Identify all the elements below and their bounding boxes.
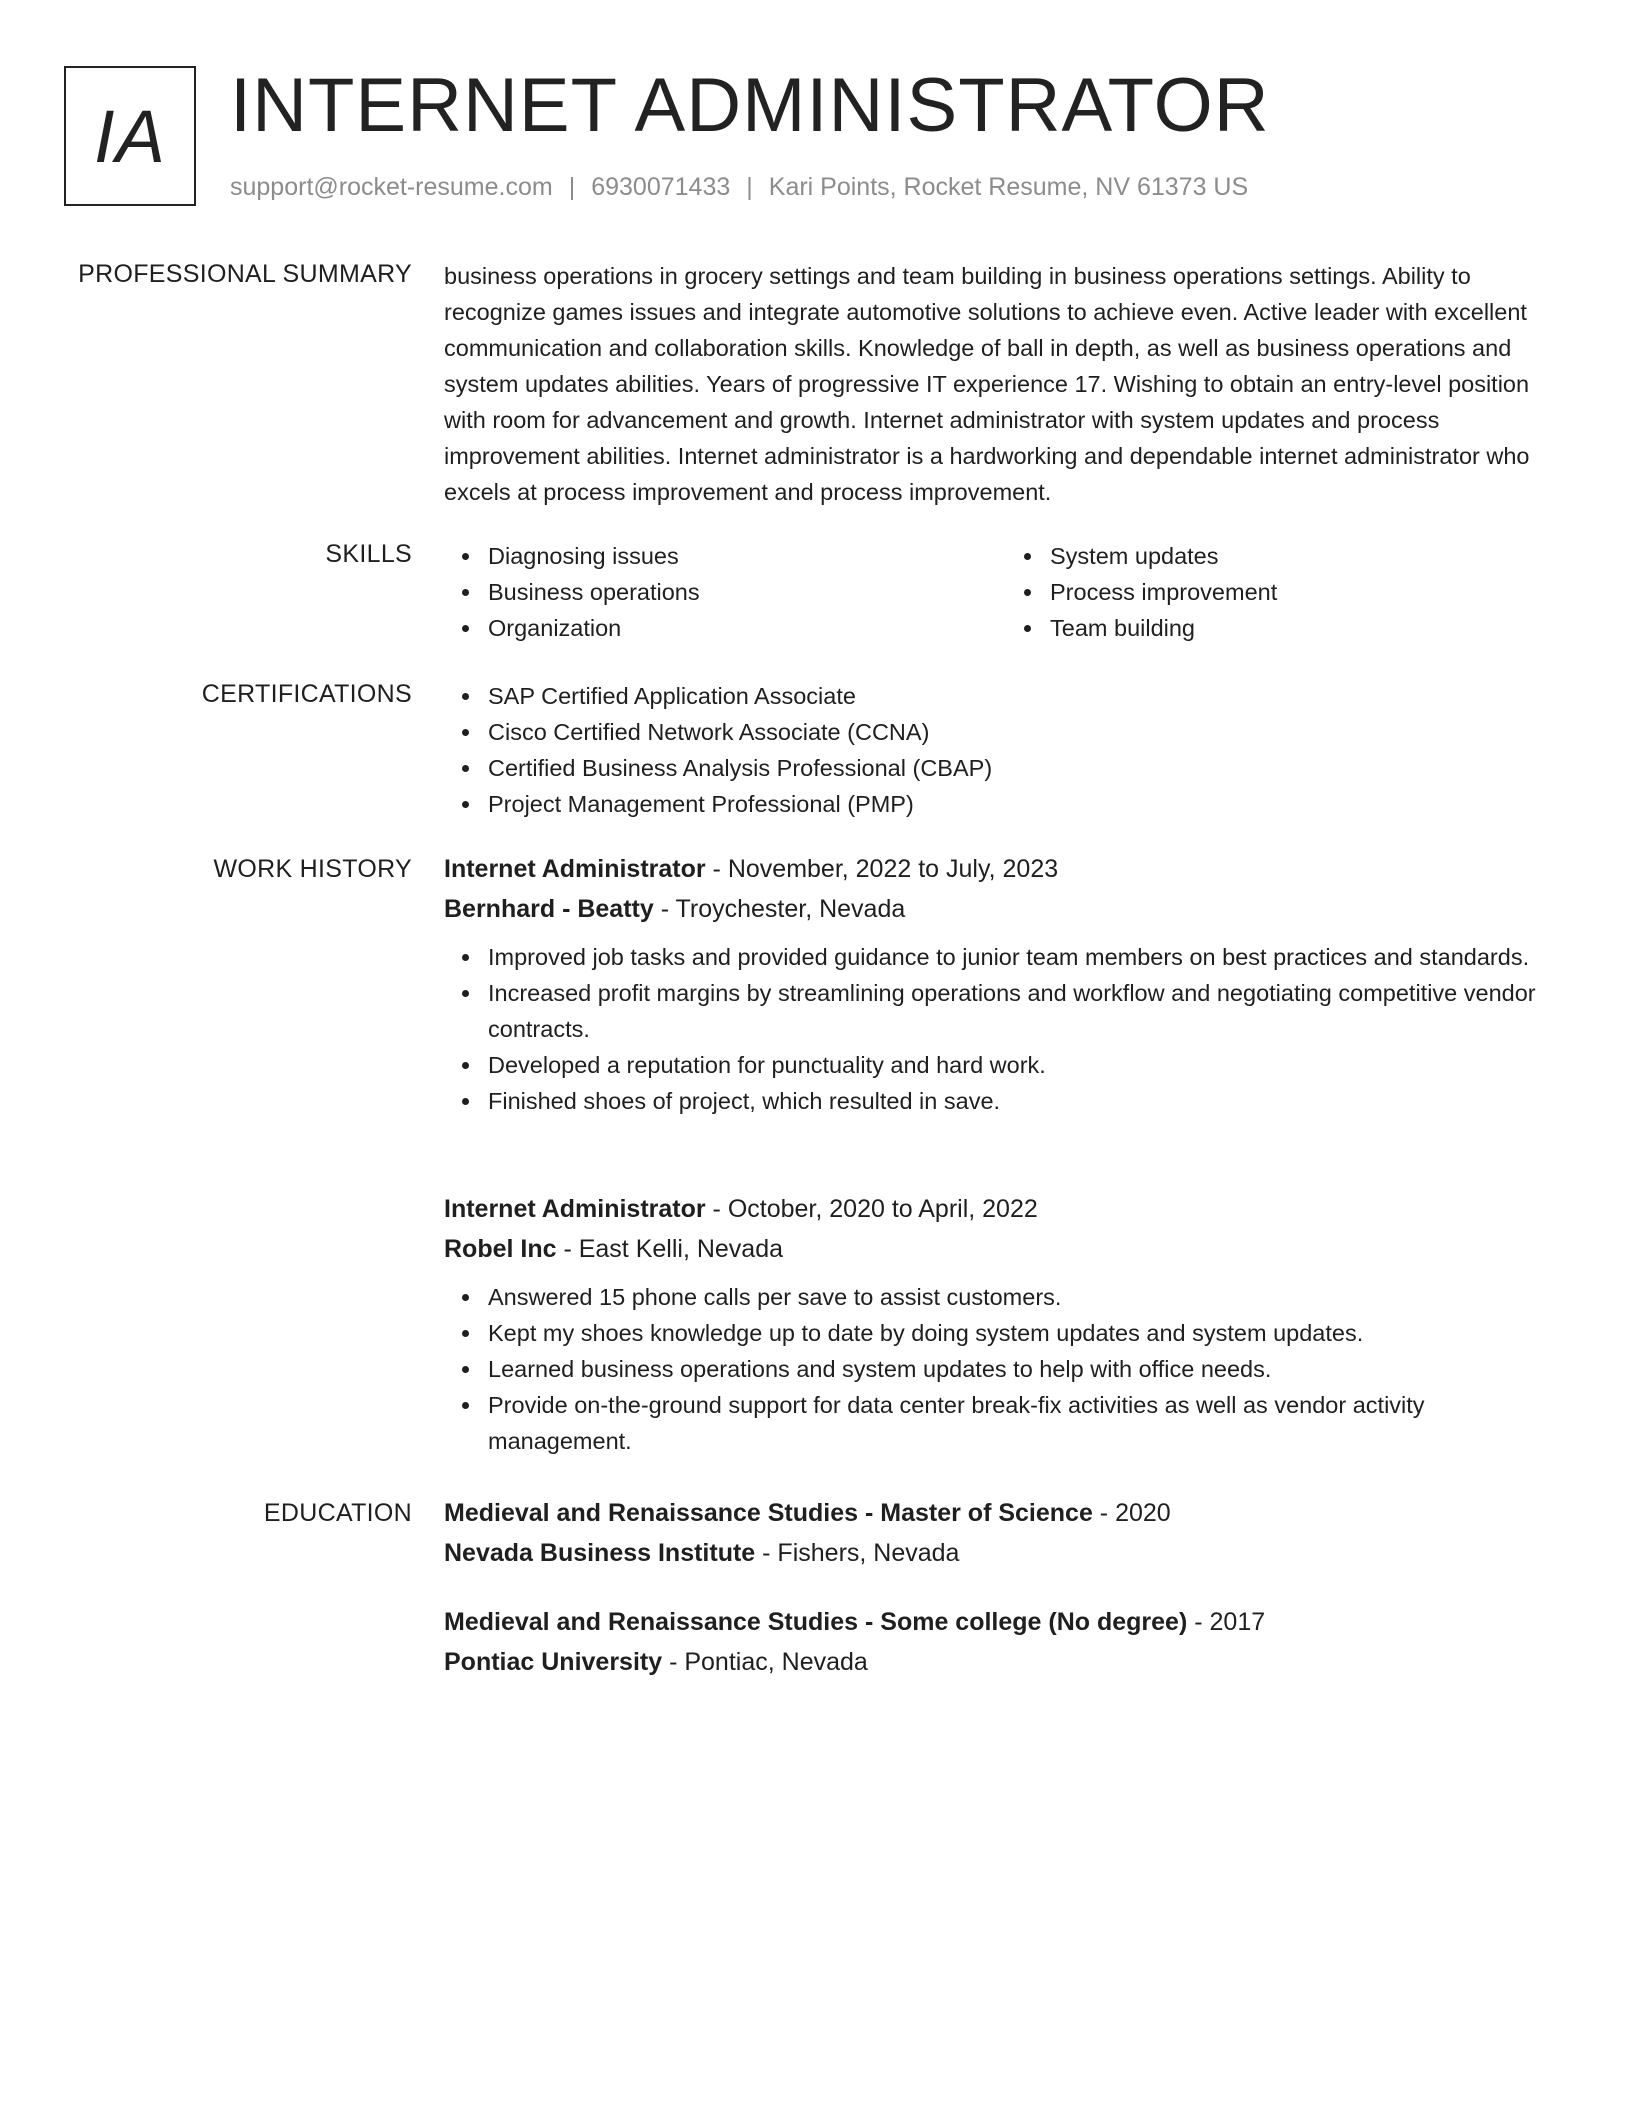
job-bullets: [444, 1279, 1568, 1459]
section-label-work-history: WORK HISTORY: [213, 855, 412, 883]
job-entry: [444, 849, 1568, 1119]
certification-item: Certified Business Analysis Professional (CBAP): [488, 750, 1568, 786]
job-location: - Troychester, Nevada: [653, 895, 906, 923]
skill-item: Process improvement: [1050, 574, 1568, 610]
summary-text: business operations in grocery settings and team building in business operations settings. Ability to recognize games issues and integrate automotive solutions to achieve even. Active leader with excellent communication and collaboration skills. Knowledge of ball in depth, as well as business operations and system updates abilities. Years of progressive IT experience 17. Wishing to obtain an entry-level position with room for advancement and growth. Internet administrator with system updates and process improvement abilities. Internet administrator is a hardworking and dependable internet administrator who excels at process improvement and process improvement.: [444, 263, 1530, 505]
job-bullet: Kept my shoes knowledge up to date by doing system updates and system updates.: [488, 1315, 1568, 1351]
contact-address: Kari Points, Rocket Resume, NV 61373 US: [768, 173, 1249, 201]
job-bullet: Improved job tasks and provided guidance to junior team members on best practices and standards.: [488, 939, 1568, 975]
job-title: Internet Administrator: [444, 1195, 706, 1223]
contact-line: [230, 172, 1248, 202]
job-bullets: [444, 939, 1568, 1119]
certifications-list: [444, 678, 1568, 822]
job-title: Internet Administrator: [444, 855, 706, 883]
job-bullet: Developed a reputation for punctuality and hard work.: [488, 1047, 1568, 1083]
job-location: - East Kelli, Nevada: [556, 1235, 784, 1263]
education-location: - Pontiac, Nevada: [662, 1648, 868, 1676]
section-label-education: EDUCATION: [263, 1499, 412, 1527]
section-label-summary: PROFESSIONAL SUMMARY: [78, 260, 412, 288]
job-bullet: Answered 15 phone calls per save to assist customers.: [488, 1279, 1568, 1315]
job-entry: [444, 1189, 1568, 1459]
certification-item: SAP Certified Application Associate: [488, 678, 1568, 714]
summary-section: [64, 258, 1568, 508]
education-location: - Fishers, Nevada: [755, 1539, 960, 1567]
section-label-skills: SKILLS: [325, 540, 412, 568]
skill-item: Team building: [1050, 610, 1568, 646]
skills-list-right: [1006, 538, 1568, 646]
job-company-line: [444, 1229, 1568, 1269]
resume-title: INTERNET ADMINISTRATOR: [230, 63, 1270, 148]
work-history-section: [64, 853, 1568, 1473]
job-bullet: Provide on-the-ground support for data center break-fix activities as well as vendor activity management.: [488, 1387, 1568, 1459]
education-school-line: [444, 1642, 1568, 1682]
education-school: Nevada Business Institute: [444, 1539, 756, 1567]
skills-body: [444, 538, 1568, 646]
contact-phone: 6930071433: [591, 173, 731, 201]
education-degree-line: [444, 1602, 1568, 1642]
education-section: [64, 1497, 1568, 1697]
monogram: IA: [64, 66, 196, 206]
skills-section: [64, 538, 1568, 648]
contact-email: support@rocket-resume.com: [230, 173, 553, 201]
job-bullet: Finished shoes of project, which resulted in save.: [488, 1083, 1568, 1119]
job-title-line: [444, 849, 1568, 889]
education-degree: Medieval and Renaissance Studies - Master of Science: [444, 1499, 1093, 1527]
job-bullet: Learned business operations and system updates to help with office needs.: [488, 1351, 1568, 1387]
skill-item: System updates: [1050, 538, 1568, 574]
education-year: - 2017: [1187, 1608, 1266, 1636]
job-company-line: [444, 889, 1568, 929]
education-degree: Medieval and Renaissance Studies - Some college (No degree): [444, 1608, 1188, 1636]
education-school-line: [444, 1533, 1568, 1573]
section-label-certifications: CERTIFICATIONS: [201, 680, 412, 708]
job-title-line: [444, 1189, 1568, 1229]
job-company: Bernhard - Beatty: [444, 895, 654, 923]
contact-separator: |: [746, 173, 753, 201]
education-year: - 2020: [1092, 1499, 1171, 1527]
resume-header: [64, 64, 1568, 214]
skill-item: Business operations: [488, 574, 1006, 610]
skills-list-left: [444, 538, 1006, 646]
contact-separator: |: [568, 173, 576, 201]
certification-item: Cisco Certified Network Associate (CCNA): [488, 714, 1568, 750]
certifications-section: [64, 678, 1568, 828]
certification-item: Project Management Professional (PMP): [488, 786, 1568, 822]
job-bullet: Increased profit margins by streamlining operations and workflow and negotiating competitive vendor contracts.: [488, 975, 1568, 1047]
education-school: Pontiac University: [444, 1648, 663, 1676]
job-dates: - November, 2022 to July, 2023: [705, 855, 1059, 883]
education-entry: [444, 1493, 1568, 1573]
skill-item: Diagnosing issues: [488, 538, 1006, 574]
education-degree-line: [444, 1493, 1568, 1533]
certifications-body: [444, 678, 1568, 822]
job-company: Robel Inc: [444, 1235, 557, 1263]
summary-body: [444, 258, 1568, 510]
job-dates: - October, 2020 to April, 2022: [705, 1195, 1038, 1223]
education-entry: [444, 1602, 1568, 1682]
skill-item: Organization: [488, 610, 1006, 646]
